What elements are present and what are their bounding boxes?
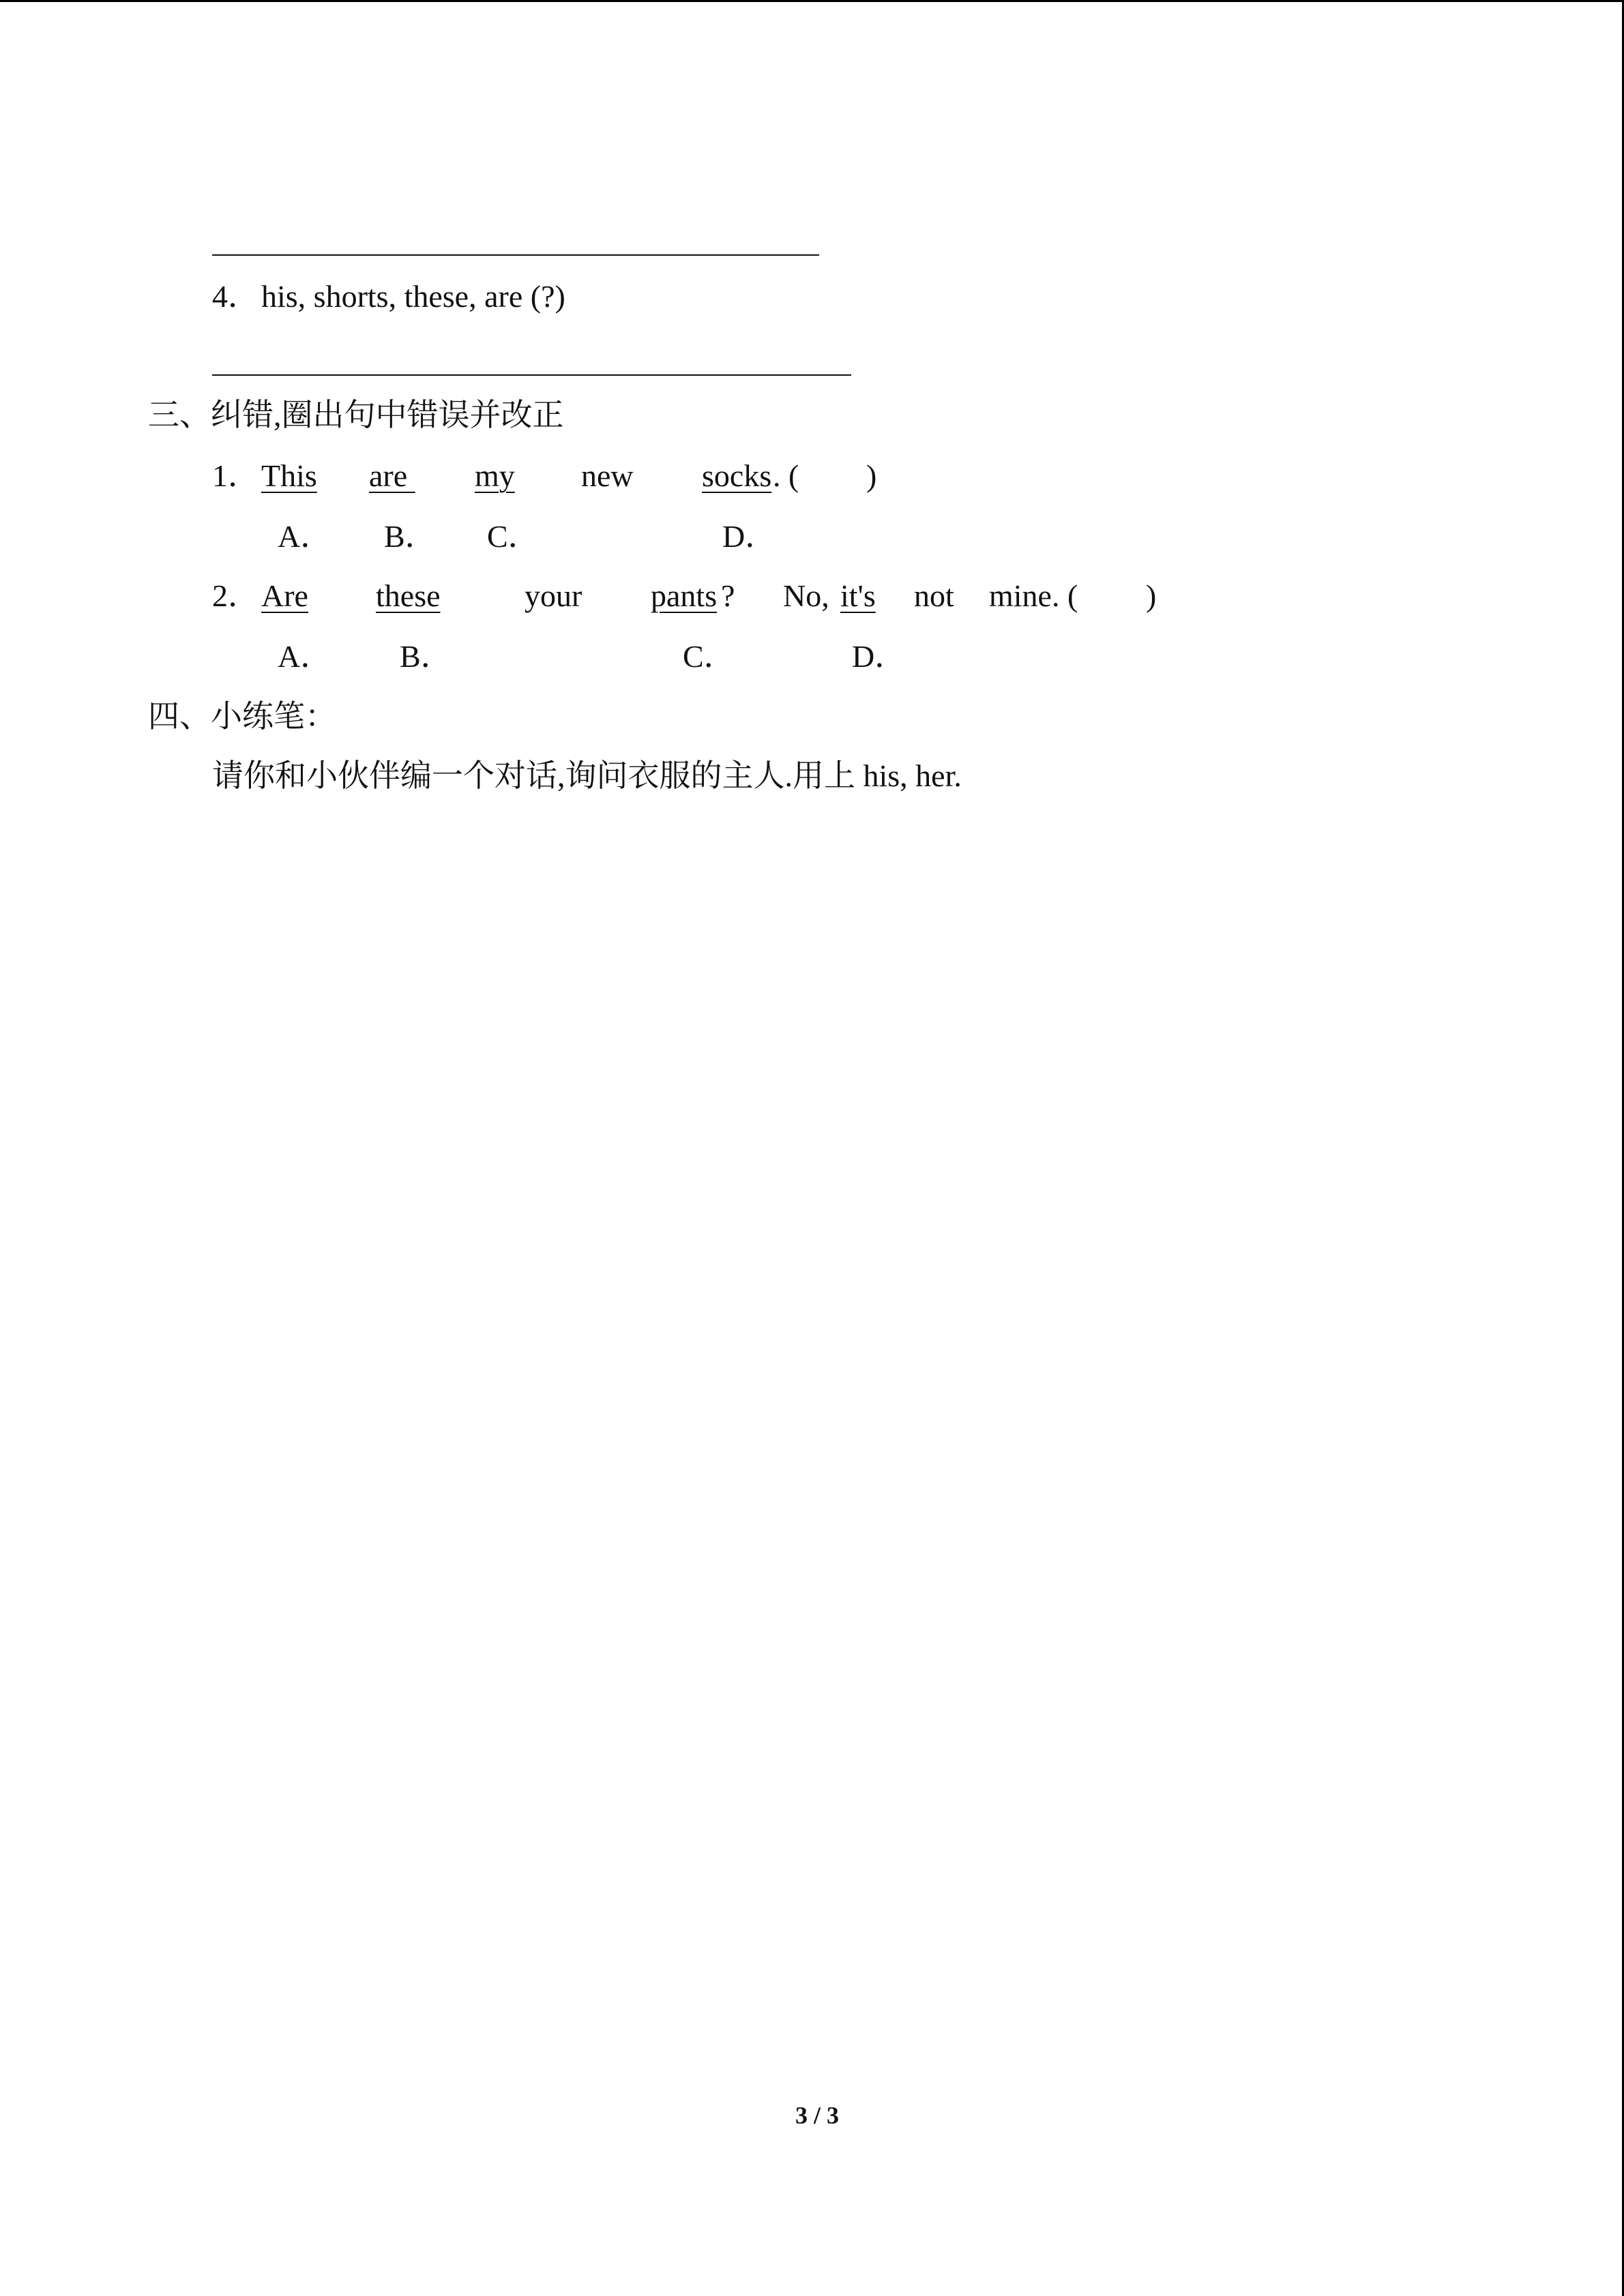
question-number: 4． bbox=[212, 279, 259, 314]
page-number: 3 / 3 bbox=[795, 2102, 840, 2129]
answer-paren-close: ) bbox=[1146, 578, 1157, 613]
answer-paren-open: . ( bbox=[773, 458, 799, 493]
word-option-d: it's bbox=[840, 578, 876, 613]
word: your bbox=[525, 578, 582, 613]
choice-label-b: B． bbox=[400, 639, 452, 674]
section-heading: 三、纠错,圈出句中错误并改正 bbox=[148, 398, 564, 432]
choice-label-c: C． bbox=[487, 519, 540, 554]
item-number: 2． bbox=[212, 578, 259, 613]
word-option-a: Are bbox=[261, 578, 308, 613]
word-option-a: This bbox=[261, 458, 317, 493]
choice-label-d: D． bbox=[722, 519, 777, 554]
word: new bbox=[581, 458, 634, 493]
word-option-c: my bbox=[475, 458, 515, 493]
choice-label-d: D． bbox=[852, 639, 906, 674]
choice-label-a: A． bbox=[278, 519, 332, 554]
section-heading: 四、小练笔： bbox=[148, 699, 336, 734]
question-text: his, shorts, these, are (?) bbox=[261, 279, 565, 314]
item-number: 1． bbox=[212, 458, 259, 493]
word-option-c: pants bbox=[651, 578, 718, 613]
choice-label-c: C． bbox=[683, 639, 735, 674]
answer-line-q3[interactable] bbox=[212, 254, 819, 256]
choice-label-a: A． bbox=[278, 639, 332, 674]
word-option-b: these bbox=[376, 578, 441, 613]
word: No, bbox=[783, 578, 829, 613]
writing-instruction: 请你和小伙伴编一个对话,询问衣服的主人.用上 his, her. bbox=[212, 758, 962, 793]
answer-paren-close: ) bbox=[866, 458, 877, 493]
page-border-top bbox=[0, 0, 1624, 2]
word: not bbox=[914, 578, 954, 613]
answer-line-q4[interactable] bbox=[212, 374, 851, 376]
word-option-d: socks bbox=[702, 458, 772, 493]
choice-label-b: B． bbox=[384, 519, 437, 554]
answer-paren-open: mine. ( bbox=[989, 578, 1078, 613]
question-mark: ? bbox=[721, 578, 735, 613]
word-option-b: are bbox=[369, 458, 415, 493]
